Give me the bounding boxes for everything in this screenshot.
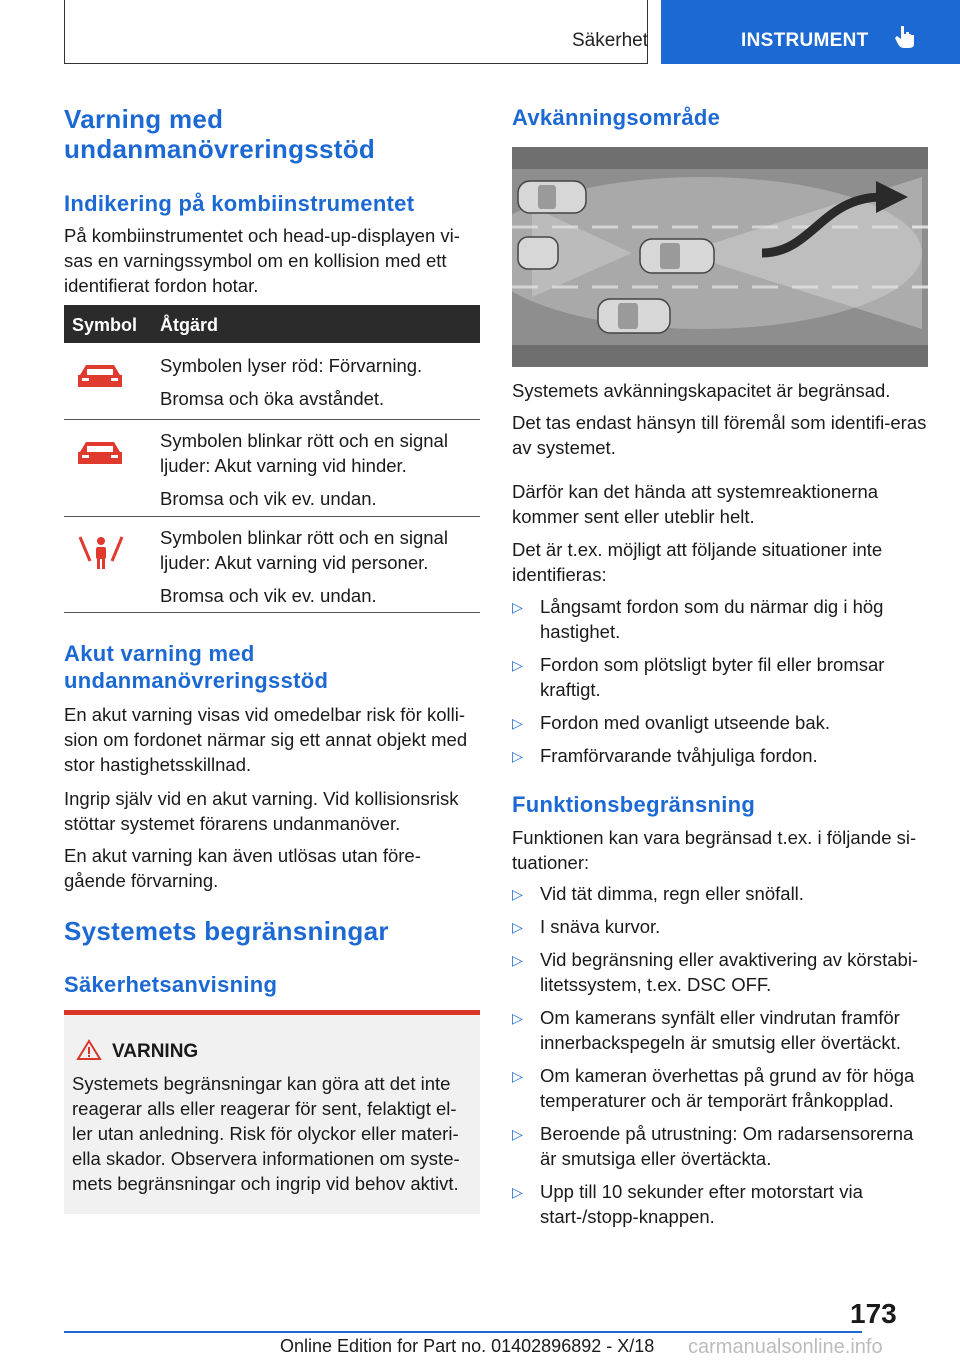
warning-box — [64, 1010, 480, 1214]
list-item-text: Fordon som plötsligt byter fil eller bromsar kraftigt. — [540, 654, 885, 700]
list-item — [512, 1005, 928, 1055]
list-item-text: Framförvarande tvåhjuliga fordon. — [540, 745, 818, 766]
row-line: Symbolen blinkar rött och en signal ljuder: Akut varning vid hinder. — [160, 430, 448, 476]
list-item — [512, 881, 928, 906]
list-item-text: Om kameran överhettas på grund av för höga temperaturer och är temporärt frånkopplad. — [540, 1065, 915, 1111]
warning-triangle-icon — [76, 1039, 102, 1061]
row-line: Symbolen lyser röd: Förvarning. — [160, 355, 423, 376]
triangle-bullet-icon: ▷ — [512, 748, 523, 764]
header-tab-instrument[interactable] — [661, 0, 960, 64]
list-item — [512, 743, 928, 768]
triangle-bullet-icon: ▷ — [512, 886, 523, 902]
limitations-heading: Systemets begränsningar — [64, 916, 389, 946]
list-item — [512, 947, 928, 997]
section-title: Varning med undanmanövreringsstöd — [64, 104, 376, 164]
list-item-text: Fordon med ovanligt utseende bak. — [540, 712, 831, 733]
triangle-bullet-icon: ▷ — [512, 657, 523, 673]
triangle-bullet-icon: ▷ — [512, 1010, 523, 1026]
list-item — [512, 914, 928, 939]
triangle-bullet-icon: ▷ — [512, 1126, 523, 1142]
page-number: 173 — [850, 1298, 897, 1329]
car-front-icon — [76, 361, 124, 391]
list-item-text: Vid begränsning eller avaktivering av körstabi-litetssystem, t.ex. DSC OFF. — [540, 949, 919, 995]
list-item-text: Om kamerans synfält eller vindrutan framför innerbackspegeln är smutsig eller övertäckt. — [540, 1007, 901, 1053]
footer-divider — [64, 1331, 862, 1333]
table-col-symbol: Symbol — [72, 315, 138, 335]
row-line: Bromsa och vik ev. undan. — [160, 488, 377, 509]
row-line: Bromsa och vik ev. undan. — [160, 585, 377, 606]
list-item — [512, 710, 928, 735]
list-item-text: I snäva kurvor. — [540, 916, 661, 937]
header-tab-label: INSTRUMENT — [741, 30, 869, 51]
warning-title: VARNING — [112, 1041, 199, 1062]
sensing-paragraph-4: Det är t.ex. möjligt att följande situationer inte identifieras: — [512, 539, 883, 585]
pedestrian-icon — [76, 529, 126, 573]
footer-watermark: carmanualsonline.info — [688, 1336, 883, 1358]
list-item — [512, 1063, 928, 1113]
sensing-area-illustration — [512, 147, 928, 367]
triangle-bullet-icon: ▷ — [512, 952, 523, 968]
function-limit-paragraph: Funktionen kan vara begränsad t.ex. i följande si-tuationer: — [512, 827, 917, 873]
footer-edition: Online Edition for Part no. 01402896892 - X/18 — [280, 1336, 655, 1356]
triangle-bullet-icon: ▷ — [512, 715, 523, 731]
triangle-bullet-icon: ▷ — [512, 919, 523, 935]
sensing-paragraph-2: Det tas endast hänsyn till föremål som identifi-eras av systemet. — [512, 412, 927, 458]
list-item-text: Upp till 10 sekunder efter motorstart via start-/stopp-knappen. — [540, 1181, 863, 1227]
car-front-icon — [76, 438, 124, 468]
list-item-text: Beroende på utrustning: Om radarsensorerna är smutsiga eller övertäckta. — [540, 1123, 914, 1169]
row-line: Symbolen blinkar rött och en signal ljuder: Akut varning vid personer. — [160, 527, 448, 573]
list-item — [512, 1121, 928, 1171]
row-line: Bromsa och öka avståndet. — [160, 388, 385, 409]
situations-list — [512, 594, 928, 776]
sensing-heading: Avkänningsområde — [512, 105, 721, 130]
header-section-label: Säkerhet — [571, 30, 648, 51]
safety-heading: Säkerhetsanvisning — [64, 972, 278, 997]
function-limit-heading: Funktionsbegränsning — [512, 792, 756, 817]
akut-paragraph-3: En akut varning kan även utlösas utan före-gående förvarning. — [64, 845, 421, 891]
subsection-title: Indikering på kombiinstrumentet — [64, 191, 415, 216]
table-header — [64, 305, 480, 343]
table-row — [64, 343, 480, 420]
list-item-text: Långsamt fordon som du närmar dig i hög hastighet. — [540, 596, 884, 642]
list-item — [512, 594, 928, 644]
header-left-box — [64, 0, 648, 64]
akut-heading: Akut varning med undanmanövreringsstöd — [64, 641, 329, 693]
warning-text: Systemets begränsningar kan göra att det inte reagerar alls eller reagerar för sent, felaktigt el-ler utan anledning. Risk för olyckor eller materi-ella skador. Observera informationen om syste-mets begränsningar och ingrip vid behov aktivt. — [72, 1073, 460, 1194]
table-col-action: Åtgärd — [160, 315, 218, 335]
pointing-hand-icon — [893, 24, 917, 50]
table-row — [64, 517, 480, 613]
table-row — [64, 420, 480, 517]
triangle-bullet-icon: ▷ — [512, 599, 523, 615]
list-item — [512, 1179, 928, 1229]
akut-paragraph-1: En akut varning visas vid omedelbar risk för kolli-sion om fordonet närmar sig ett annat objekt med stor hastighetsskillnad. — [64, 704, 468, 775]
sensing-paragraph-3: Därför kan det hända att systemreaktionerna kommer sent eller uteblir helt. — [512, 481, 879, 527]
limit-situations-list — [512, 881, 928, 1237]
list-item-text: Vid tät dimma, regn eller snöfall. — [540, 883, 804, 904]
intro-paragraph: På kombiinstrumentet och head-up-displayen vi-sas en varningssymbol om en kollision med ett identifierat fordon hotar. — [64, 225, 460, 296]
triangle-bullet-icon: ▷ — [512, 1068, 523, 1084]
akut-paragraph-2: Ingrip själv vid en akut varning. Vid kollisionsrisk stöttar systemet förarens undanmanöver. — [64, 788, 459, 834]
sensing-paragraph-1: Systemets avkänningskapacitet är begränsad. — [512, 380, 891, 401]
triangle-bullet-icon: ▷ — [512, 1184, 523, 1200]
list-item — [512, 652, 928, 702]
